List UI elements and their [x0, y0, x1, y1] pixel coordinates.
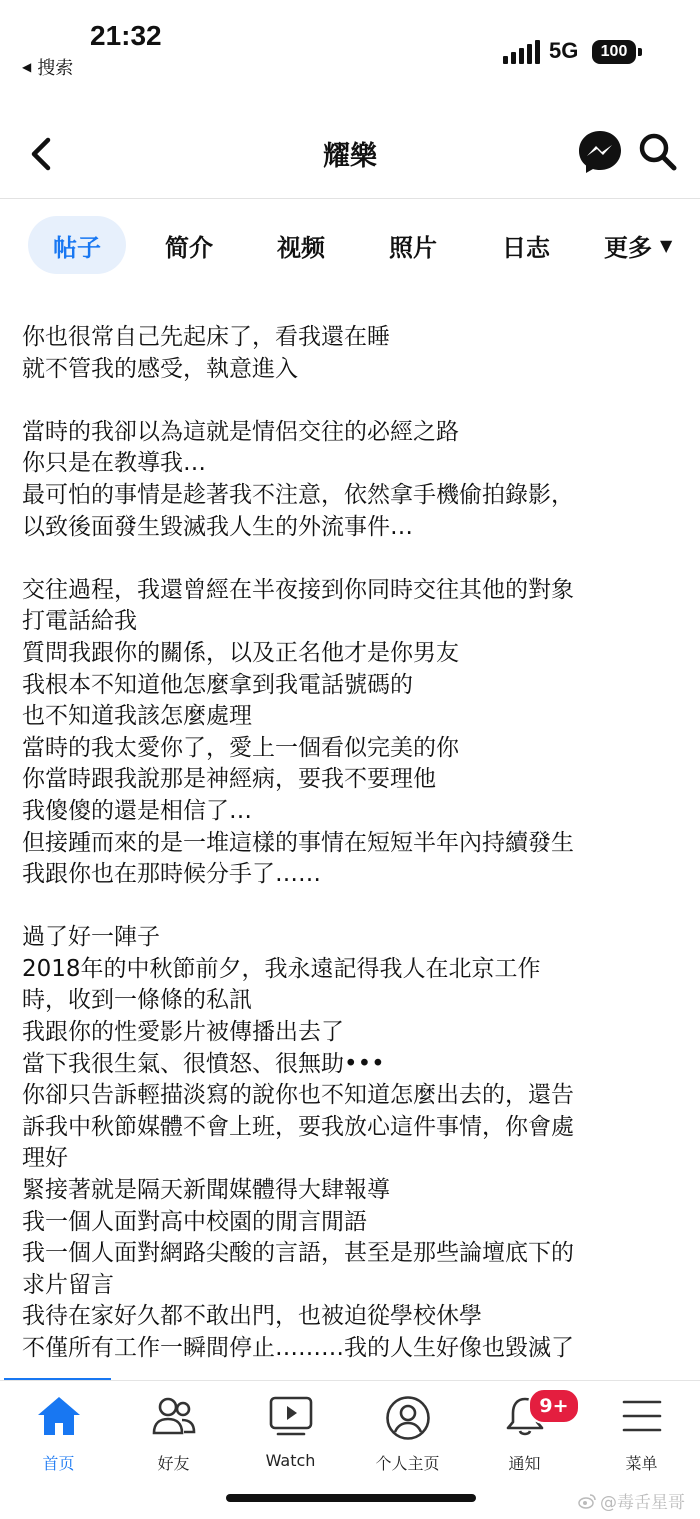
battery-tip: [638, 48, 642, 56]
status-bar: [0, 0, 700, 90]
post-text-line: 求片留言: [22, 1271, 114, 1298]
nav-watch[interactable]: [232, 1395, 349, 1485]
back-to-app-link[interactable]: [22, 54, 73, 80]
post-text-line: 2018年的中秋節前夕，我永遠記得我人在北京工作: [22, 955, 541, 982]
page-title: 耀樂: [323, 141, 377, 172]
nav-notifications-label: 通知: [508, 1454, 541, 1473]
nav-menu-label: 菜单: [625, 1454, 658, 1473]
watch-icon: [268, 1395, 314, 1437]
paragraph-break: [22, 385, 682, 417]
weibo-icon: [578, 1493, 596, 1509]
post-text-line: 理好: [22, 1145, 68, 1172]
profile-tabs: [0, 212, 700, 278]
post-text-line: 當下我很生氣、很憤怒、很無助•••: [22, 1050, 385, 1077]
post-text-line: 我待在家好久都不敢出門，也被迫從學校休學: [22, 1303, 482, 1330]
post-text-line: 交往過程，我還曾經在半夜接到你同時交往其他的對象: [22, 576, 574, 603]
tab-logs-label: 日志: [502, 233, 550, 262]
watermark: [578, 1488, 685, 1513]
post-text-line: 我傻傻的還是相信了…: [22, 797, 252, 824]
home-icon: [36, 1395, 82, 1437]
tab-photos-label: 照片: [389, 233, 437, 262]
nav-profile-label: 个人主页: [375, 1454, 440, 1473]
post-text-line: 我跟你也在那時候分手了……: [22, 861, 321, 888]
profile-icon: [385, 1395, 431, 1441]
status-time: 21:32: [90, 20, 162, 51]
paragraph-break: [22, 891, 682, 923]
tab-more-label: 更多: [604, 233, 652, 262]
signal-icon: [503, 40, 540, 64]
home-indicator[interactable]: [226, 1494, 476, 1502]
tab-videos-label: 视频: [277, 233, 325, 262]
post-text-line: 不僅所有工作一瞬間停止………我的人生好像也毀滅了: [22, 1335, 574, 1361]
post-text-line: 我一個人面對網路尖酸的言語，甚至是那些論壇底下的: [22, 1240, 574, 1267]
post-text-line: 過了好一陣子: [22, 924, 160, 951]
post-text-line: 訴我中秋節媒體不會上班，要我放心這件事情，你會處: [22, 1113, 574, 1140]
tab-videos[interactable]: [252, 216, 350, 274]
nav-profile[interactable]: [349, 1395, 466, 1485]
post-text-line: 但接踵而來的是一堆這樣的事情在短短半年內持續發生: [22, 829, 574, 856]
post-text-line: 當時的我太愛你了，愛上一個看似完美的你: [22, 734, 459, 761]
caret-down-icon: ▼: [660, 235, 673, 255]
tab-posts[interactable]: [28, 216, 126, 274]
post-text-line: 最可怕的事情是趁著我不注意，依然拿手機偷拍錄影，: [22, 481, 574, 508]
search-icon[interactable]: [638, 132, 678, 172]
friends-icon: [151, 1395, 197, 1437]
nav-home[interactable]: [0, 1395, 117, 1485]
network-type: 5G: [549, 38, 579, 63]
nav-menu[interactable]: [583, 1395, 700, 1485]
nav-friends[interactable]: [115, 1395, 232, 1485]
tab-more[interactable]: [604, 216, 700, 274]
messenger-icon[interactable]: [576, 128, 624, 176]
post-text-line: 當時的我卻以為這就是情侶交往的必經之路: [22, 418, 459, 445]
nav-home-label: 首页: [42, 1454, 75, 1473]
post-text-line: 你卻只告訴輕描淡寫的說你也不知道怎麼出去的，還告: [22, 1082, 574, 1109]
menu-icon: [619, 1395, 665, 1437]
post-text-line: 緊接著就是隔天新聞媒體得大肆報導: [22, 1177, 390, 1204]
tab-posts-label: 帖子: [53, 233, 101, 262]
post-text-line: 我根本不知道他怎麼拿到我電話號碼的: [22, 671, 413, 698]
post-text-line: 我跟你的性愛影片被傳播出去了: [22, 1019, 344, 1046]
post-body: [22, 322, 682, 1365]
tab-photos[interactable]: [364, 216, 462, 274]
post-text-line: 質問我跟你的關係，以及正名他才是你男友: [22, 639, 459, 666]
nav-friends-label: 好友: [157, 1454, 190, 1473]
back-app-label: 搜索: [37, 58, 74, 79]
tab-about-label: 简介: [165, 233, 213, 262]
post-text-line: 你也很常自己先起床了，看我還在睡: [22, 324, 390, 350]
post-text-line: 你只是在教導我…: [22, 450, 206, 477]
paragraph-break: [22, 543, 682, 575]
watermark-text: @毒舌星哥: [600, 1493, 685, 1513]
post-text-line: 也不知道我該怎麼處理: [22, 703, 252, 730]
tab-logs[interactable]: [477, 216, 575, 274]
nav-watch-label: Watch: [265, 1451, 316, 1470]
tab-about[interactable]: [140, 216, 238, 274]
post-text-line: 就不管我的感受，執意進入: [22, 355, 298, 382]
post-text-line: 你當時跟我說那是神經病，要我不要理他: [22, 766, 436, 793]
post-text-line: 打電話給我: [22, 608, 137, 635]
page-header: [0, 110, 700, 199]
post-text-line: 以致後面發生毀滅我人生的外流事件…: [22, 513, 413, 540]
post-text-line: 時，收到一條條的私訊: [22, 987, 252, 1014]
back-triangle-icon: ◀: [22, 60, 32, 74]
post-text-line: 我一個人面對高中校園的閒言閒語: [22, 1208, 367, 1235]
battery-icon: 100: [592, 40, 636, 64]
notification-badge: 9+: [528, 1388, 580, 1424]
